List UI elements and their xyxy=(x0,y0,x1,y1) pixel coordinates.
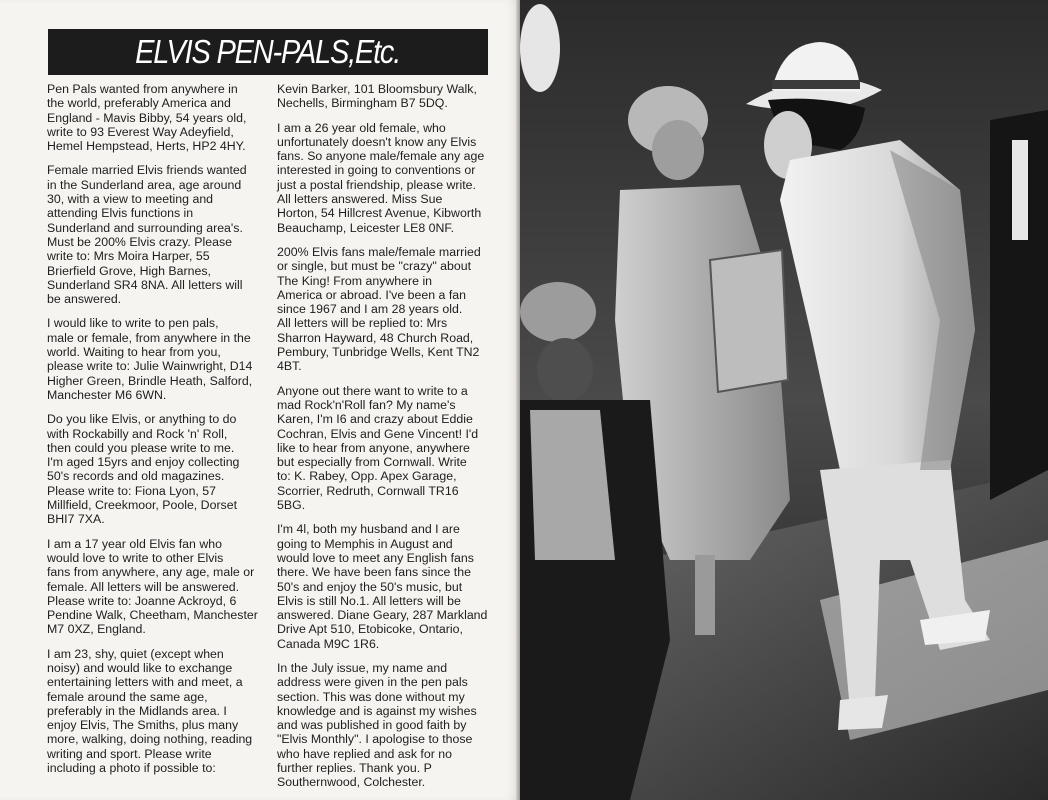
pen-pal-listing: In the July issue, my name and address were given in the pen pals section. This was done without my knowledge and is against my wishes and was published in good faith by "Elvis Monthly". I apologise to those who have replied and ask for no further replies. Thank you. P Southernwood, Colchester. xyxy=(277,660,477,790)
boy-shirt xyxy=(530,410,615,560)
boy-cap xyxy=(520,282,596,342)
right-page-photo xyxy=(520,0,1048,800)
elvis-crowd-photo xyxy=(520,0,1048,800)
pen-pal-listing: Kevin Barker, 101 Bloomsbury Walk, Nechells, Birmingham B7 5DQ. xyxy=(277,82,477,111)
pen-pal-listing: Anyone out there want to write to a mad Rock'n'Roll fan? My name's Karen, I'm I6 and crazy about Eddie Cochran, Elvis and Gene Vincent! I'd like to hear from anyone, anywhere but especially from Cornwall. Write to: K. Rabey, Opp. Apex Garage, Scorrier, Redruth, Cornwall TR16 5BG. xyxy=(277,383,479,513)
pen-pal-listing: I am a 17 year old Elvis fan who would love to write to other Elvis fans from anywhere, any age, male or female. All letters will be answered. Please write to: Joanne Ackroyd, 6 Pendine Walk, Cheetham, Manchester M7 0XZ, England. xyxy=(47,536,258,637)
pen-pal-listing: Female married Elvis friends wanted in the Sunderland area, age around 30, with a view to meeting and attending Elvis functions in Sunderland and surrounding area's. Must be 200% Elvis crazy. Please write to: Mrs Moira Harper, 55 Brierfield Grove, High Barnes, Sunderland SR4 8NA. All letters will be answered. xyxy=(47,163,247,307)
pen-pal-listing: I am 23, shy, quiet (except when noisy) and would like to exchange entertaining letters with and meet, a female around the same age, preferably in the Midlands area. I enjoy Elvis, The Smiths, plus many more, walking, doing nothing, reading writing and sport. Please write including a photo if possible to: xyxy=(47,646,253,776)
right-column xyxy=(277,82,490,800)
title-banner xyxy=(48,29,488,75)
handbag xyxy=(710,250,788,392)
shirt-collar xyxy=(1012,140,1028,240)
pen-pal-listing: 200% Elvis fans male/female married or single, but must be "crazy" about The King! From anywhere in America or abroad. I've been a fan since 1967 and I am 28 years old. All letters will be replied to: Mrs Sharron Hayward, 48 Church Road, Pembury, Tunbridge Wells, Kent TN2 4BT. xyxy=(277,244,481,374)
pen-pal-listing: I would like to write to pen pals, male or female, from anywhere in the world. Waiting to hear from you, please write to: Julie Wainwright, D14 Higher Green, Brindle Heath, Salford, Manchester M6 6WN. xyxy=(47,316,253,402)
pen-pal-listing: I'm 4l, both my husband and I are going to Memphis in August and would love to meet any English fans there. We have been fans since the 50's and enjoy the 50's music, but Elvis is still No.1. All letters will be answered. Diane Geary, 287 Markland Drive Apt 510, Etobicoke, Ontario, Canada M9C 1R6. xyxy=(277,522,488,651)
left-page xyxy=(0,0,520,800)
woman-leg xyxy=(695,555,715,635)
pen-pal-listing: Do you like Elvis, or anything to do with Rockabilly and Rock 'n' Roll, then could you please write to me. I'm aged 15yrs and enjoy collecting 50's records and old magazines. Please write to: Fiona Lyon, 57 Millfield, Creekmoor, Poole, Dorset BHI7 7XA. xyxy=(47,412,240,527)
pen-pal-listing: Pen Pals wanted from anywhere in the world, preferably America and England - Mavis Bibby, 54 years old, write to 93 Everest Way Adeyfield, Hemel Hempstead, Herts, HP2 4HY. xyxy=(47,82,247,154)
page-title: ELVIS PEN-PALS,Etc. xyxy=(135,33,401,70)
elvis-hatband xyxy=(772,80,860,89)
woman-face xyxy=(652,120,704,180)
boy-face xyxy=(537,338,593,402)
pen-pal-listing: I am a 26 year old female, who unfortunately doesn't know any Elvis fans. So anyone male/female any age interested in going to conventions or just a postal friendship, please write. All letters answered. Miss Sue Horton, 54 Hillcrest Avenue, Kibworth Beauchamp, Leicester LE8 0NF. xyxy=(277,120,485,235)
elvis-shoe xyxy=(838,695,888,730)
left-column xyxy=(47,82,260,785)
lamp-globe xyxy=(520,4,560,92)
